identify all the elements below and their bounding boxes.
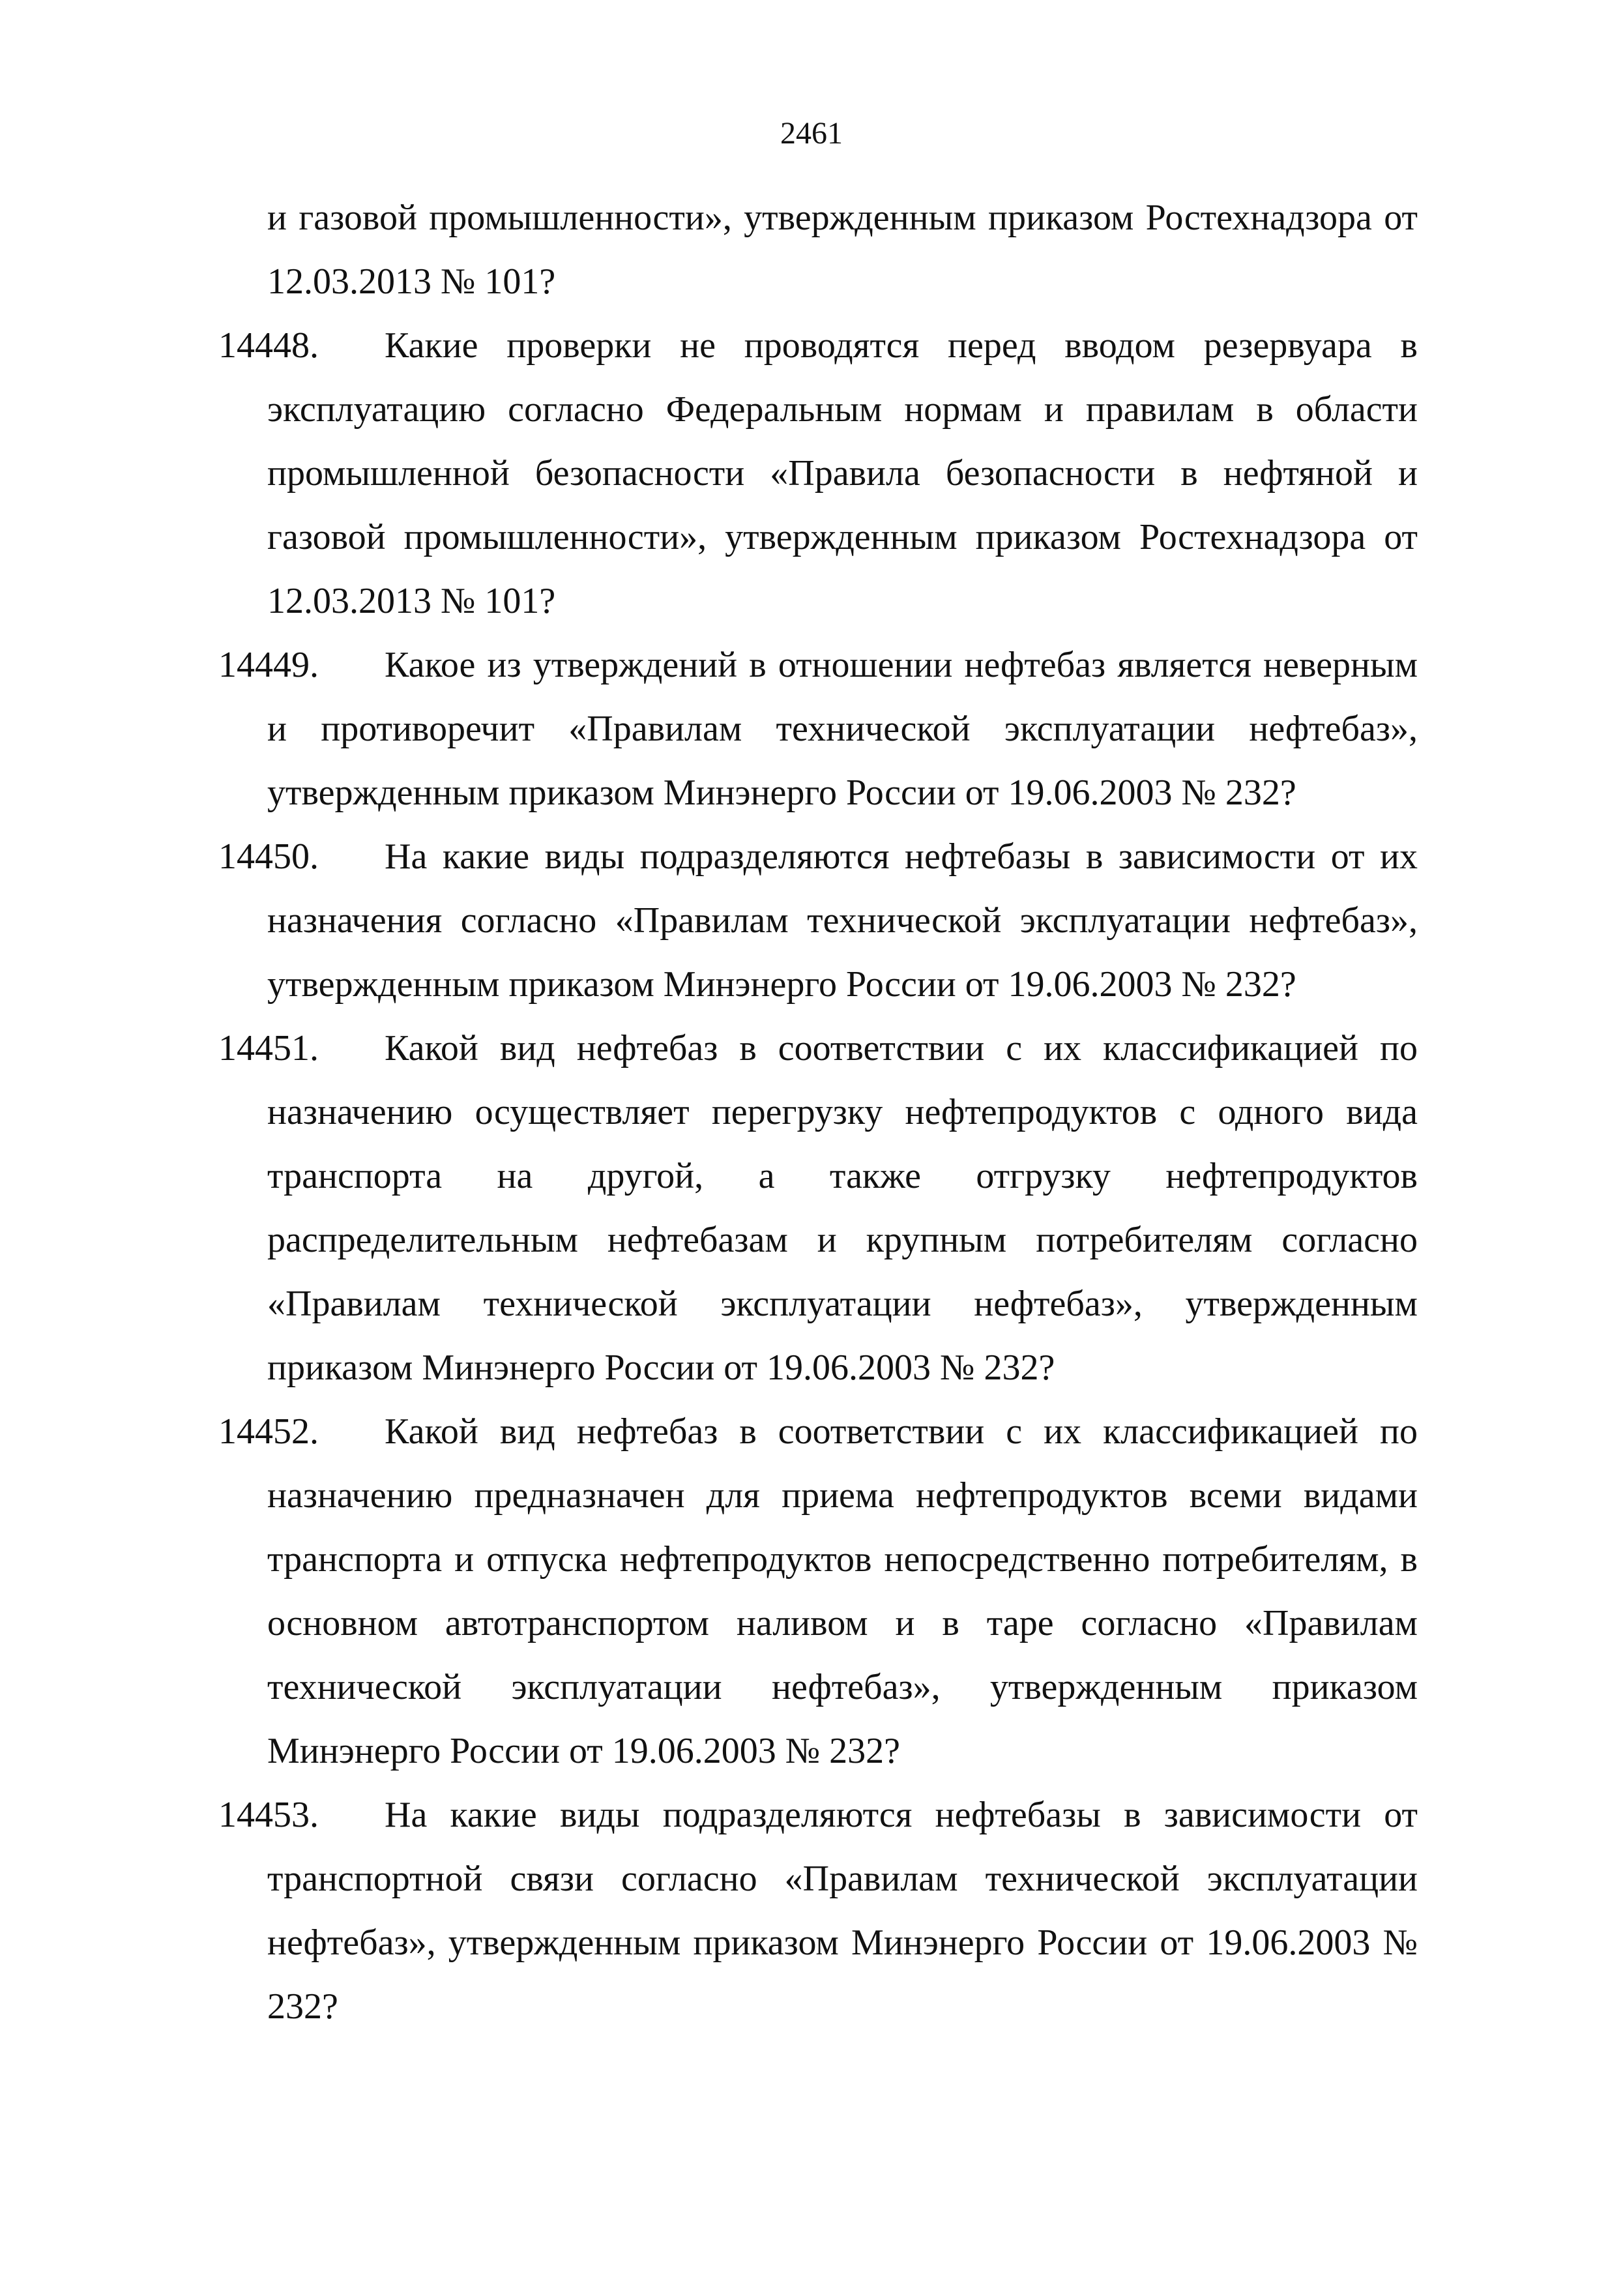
question-number: 14453.	[218, 1795, 319, 1835]
question-text: На какие виды подразделяются нефтебазы в зависимости от их назначения согласно «Правилам технической эксплуатации нефтебаз», утвержденным приказом Минэнерго России от 19.06.2003 № 232?	[267, 836, 1418, 1005]
question-text: Какой вид нефтебаз в соответствии с их классификацией по назначению предназначен для приема нефтепродуктов всеми видами транспорта и отпуска нефтепродуктов непосредственно потребителям, в основном автотранспортом наливом и в таре согласно «Правилам технической эксплуатации нефтебаз», утвержденным приказом Минэнерго России от 19.06.2003 № 232?	[267, 1411, 1418, 1771]
continuation-paragraph: и газовой промышленности», утвержденным приказом Ростехнадзора от 12.03.2013 № 101?	[267, 198, 1418, 302]
question-item-14448	[218, 314, 1418, 633]
question-item-14452	[218, 1400, 1418, 1783]
document-body	[218, 186, 1418, 2038]
question-item-14450	[218, 825, 1418, 1016]
page-number: 2461	[780, 116, 843, 151]
question-item-14449	[218, 633, 1418, 825]
question-text: Какой вид нефтебаз в соответствии с их классификацией по назначению осуществляет перегрузку нефтепродуктов с одного вида транспорта на другой, а также отгрузку нефтепродуктов распределительным нефтебазам и крупным потребителям согласно «Правилам технической эксплуатации нефтебаз», утвержденным приказом Минэнерго России от 19.06.2003 № 232?	[267, 1028, 1418, 1388]
question-item-14453	[218, 1783, 1418, 2038]
question-text: На какие виды подразделяются нефтебазы в зависимости от транспортной связи согласно «Правилам технической эксплуатации нефтебаз», утвержденным приказом Минэнерго России от 19.06.2003 № 232?	[267, 1795, 1418, 2027]
question-number: 14448.	[218, 325, 319, 366]
question-number: 14450.	[218, 836, 319, 877]
question-text: Какое из утверждений в отношении нефтебаз является неверным и противоречит «Правилам технической эксплуатации нефтебаз», утвержденным приказом Минэнерго России от 19.06.2003 № 232?	[267, 645, 1418, 813]
question-number: 14449.	[218, 645, 319, 685]
question-number: 14451.	[218, 1028, 319, 1068]
question-number: 14452.	[218, 1411, 319, 1452]
question-text: Какие проверки не проводятся перед вводом резервуара в эксплуатацию согласно Федеральным нормам и правилам в области промышленной безопасности «Правила безопасности в нефтяной и газовой промышленности», утвержденным приказом Ростехнадзора от 12.03.2013 № 101?	[267, 325, 1418, 621]
question-item-14451	[218, 1016, 1418, 1400]
